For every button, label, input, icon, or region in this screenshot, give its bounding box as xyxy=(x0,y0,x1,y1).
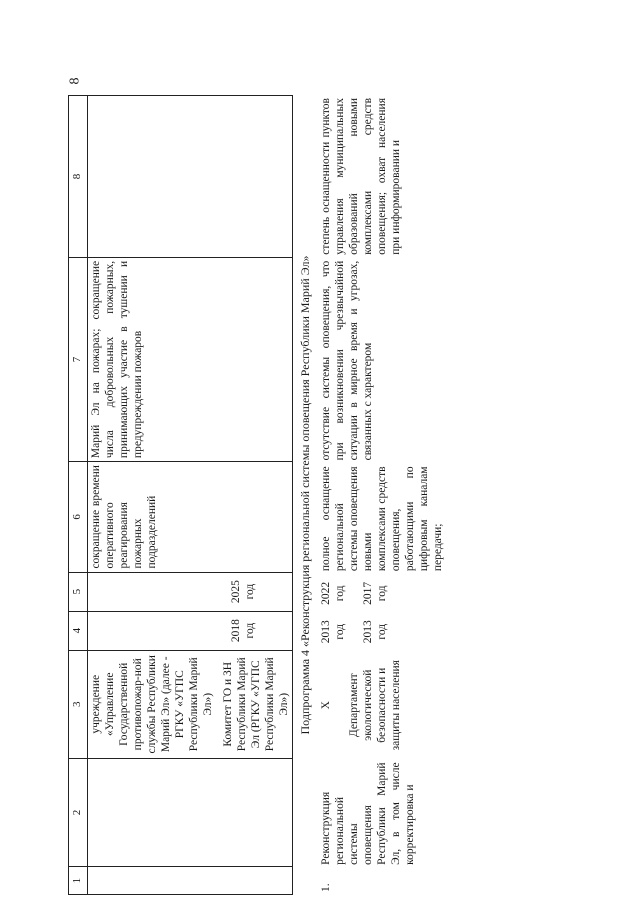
row2-col4-year-a: 2013 год xyxy=(320,620,346,644)
row2-col3-dept: Департамент экологической безопасности и защиты населения xyxy=(348,660,402,751)
table-header-row xyxy=(69,96,88,895)
row1-col7: Марий Эл на пожарах; сокращение числа добровольных пожарных, принимающих участие в тушении и предупреждении пожаров xyxy=(88,257,293,461)
row2-num: 1. xyxy=(320,883,332,892)
row1-col5-year: 2025 год xyxy=(230,580,256,604)
rotated-table-page xyxy=(68,95,588,895)
row1-col4 xyxy=(88,611,293,650)
header-col-1: 1 xyxy=(69,867,88,895)
row2-col4-year-b: 2013 год xyxy=(362,620,388,644)
header-col-2: 2 xyxy=(69,758,88,866)
row2-col5-year-a: 2022 год xyxy=(320,581,346,605)
row1-col6: сокращение времени оперативного реагирования пожарных подразделений xyxy=(88,462,293,572)
header-col-6: 6 xyxy=(69,462,88,572)
row2-col5-year-b: 2017 год xyxy=(362,581,388,605)
table-row-1 xyxy=(88,96,293,895)
header-col-7: 7 xyxy=(69,257,88,461)
row1-col1 xyxy=(88,867,293,895)
subprogram-title: Подпрограмма 4 «Реконструкция региональной системы оповещения Республики Марий Эл» xyxy=(298,255,312,735)
row2-col4 xyxy=(318,613,446,651)
row1-col3-text: учреждение «Управление Государственной противопожар-ной службы Республики Марий Эл» (далее - РГКУ «УГПС Республики Марий Эл») xyxy=(90,655,214,754)
header-col-8: 8 xyxy=(69,96,88,258)
header-col-4: 4 xyxy=(69,611,88,650)
row1-col3 xyxy=(88,650,293,758)
row2-col6: полное оснащение региональной системы оповещения новыми комплексами средств оповещения, работающими по цифровым каналам передачи; xyxy=(320,466,444,572)
row2-col2: Реконструкция региональной системы оповещения Республики Марий Эл, в том числе корректировка и xyxy=(320,762,416,865)
row1-col2 xyxy=(88,758,293,866)
row2-col8: степень оснащенности пунктов управления муниципальных образований новыми комплексами средств оповещения; охват населения при информировании и xyxy=(320,98,402,255)
row2-col3-mark: Х xyxy=(320,701,332,710)
row2-col7: отсутствие системы оповещения, что при возникновении чрезвычайной ситуации в мирное время и угрозах, связанных с характером xyxy=(320,260,374,461)
header-col-3: 3 xyxy=(69,650,88,758)
program-table xyxy=(68,95,293,895)
row2-col5 xyxy=(318,574,446,612)
row1-col8 xyxy=(88,96,293,258)
row1-col5 xyxy=(88,572,293,611)
page-number: 8 xyxy=(67,77,83,85)
header-col-5: 5 xyxy=(69,572,88,611)
row2-col3 xyxy=(318,651,446,759)
row1-col4-year: 2018 год xyxy=(230,619,256,643)
program-table-continued xyxy=(318,95,446,895)
table-row-2 xyxy=(318,95,446,895)
row1-col3b-text: Комитет ГО и ЗН Республики Марий Эл (РГКУ «УГПС Республики Марий Эл») xyxy=(222,657,290,752)
